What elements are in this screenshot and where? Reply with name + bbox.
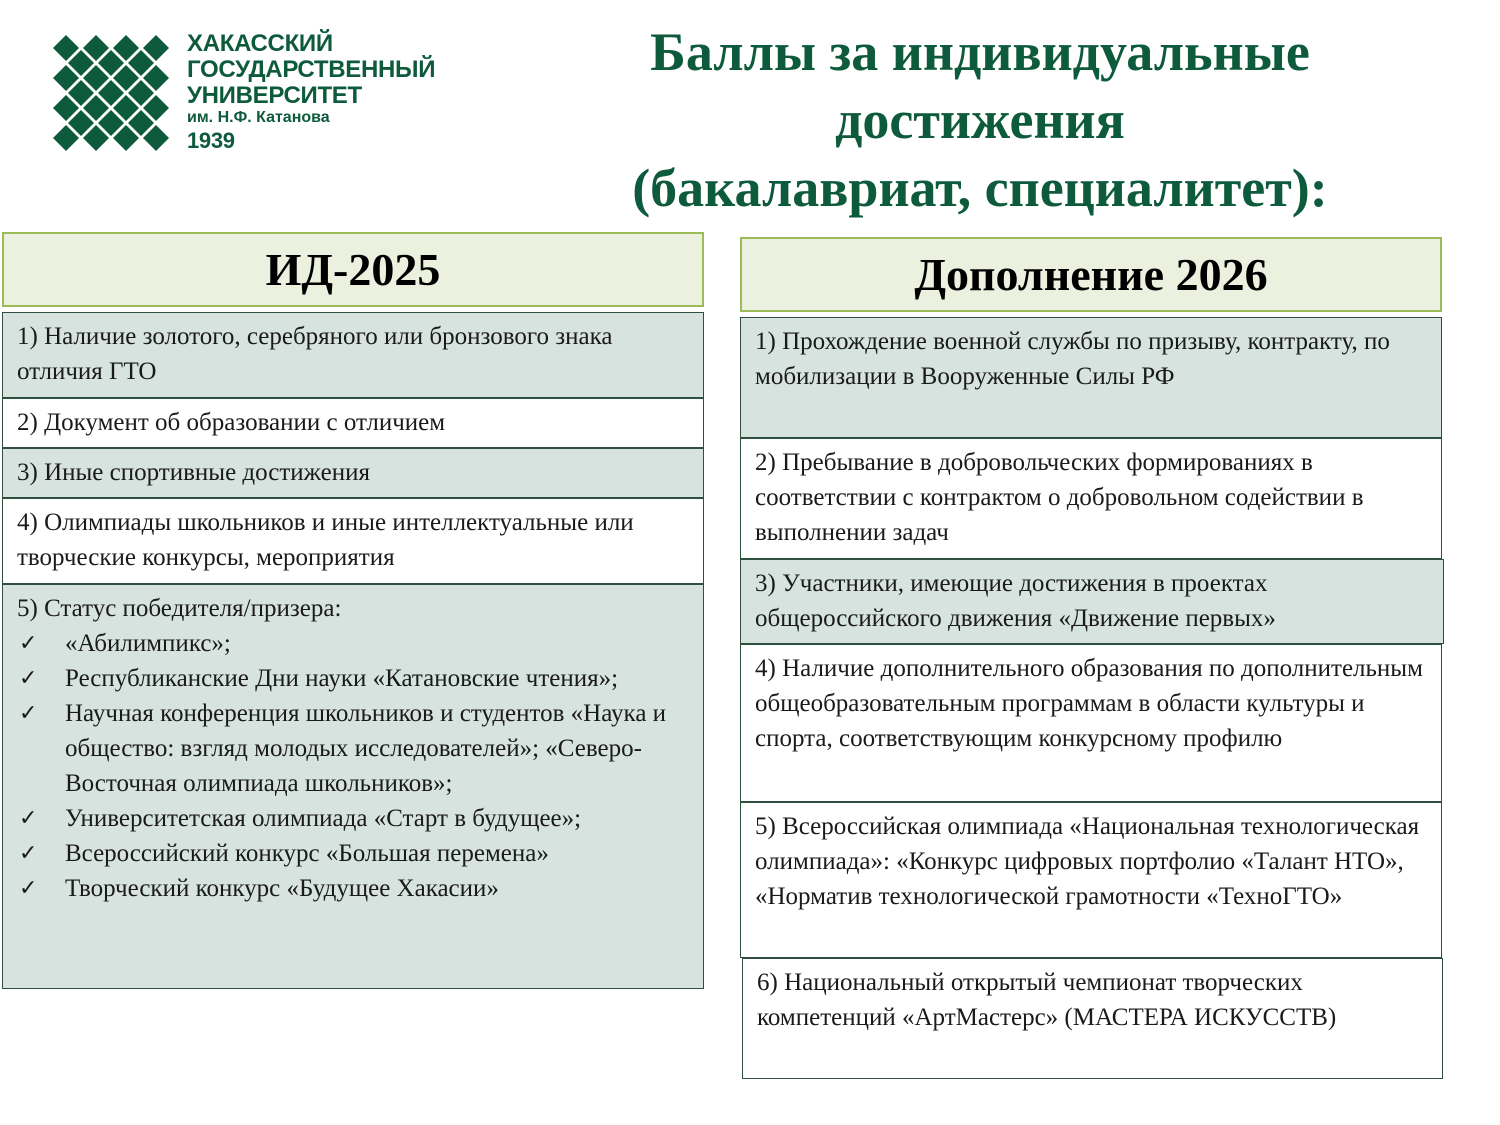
list-item-text: Всероссийский конкурс «Большая перемена» bbox=[65, 840, 549, 867]
title-line-1: Баллы за индивидуальные bbox=[650, 22, 1310, 82]
list-item-text: Университетская олимпиада «Старт в будущее»; bbox=[65, 805, 582, 832]
checkmark-icon: ✓ bbox=[19, 806, 38, 831]
list-item bbox=[17, 801, 689, 836]
list-item bbox=[17, 871, 689, 906]
checkmark-icon: ✓ bbox=[19, 701, 38, 726]
university-logo bbox=[50, 32, 470, 160]
checkmark-icon: ✓ bbox=[19, 841, 38, 866]
page-title bbox=[560, 18, 1400, 222]
right-item-4: 4) Наличие дополнительного образования по дополнительным общеобразовательным программам в области культуры и спорта, соответствующим конкурсному профилю bbox=[740, 644, 1442, 802]
list-item-text: Творческий конкурс «Будущее Хакасии» bbox=[65, 875, 499, 902]
title-line-3: (бакалавриат, специалитет): bbox=[632, 158, 1328, 218]
checkmark-icon: ✓ bbox=[19, 666, 38, 691]
left-item-4: 4) Олимпиады школьников и иные интеллектуальные или творческие конкурсы, мероприятия bbox=[2, 498, 704, 584]
logo-wordmark bbox=[187, 32, 477, 154]
logo-diamond-grid-icon bbox=[50, 32, 172, 154]
logo-year: 1939 bbox=[187, 128, 235, 153]
title-line-2: достижения bbox=[835, 90, 1125, 150]
winner-status-list bbox=[17, 626, 689, 906]
list-item-text: Научная конференция школьников и студентов «Наука и общество: взгляд молодых исследователей»; «Северо-Восточная олимпиада школьников»; bbox=[65, 700, 667, 797]
right-item-3: 3) Участники, имеющие достижения в проектах общероссийского движения «Движение первых» bbox=[740, 559, 1444, 644]
list-item-text: Республиканские Дни науки «Катановские чтения»; bbox=[65, 665, 619, 692]
logo-line-3: УНИВЕРСИТЕТ bbox=[187, 82, 362, 109]
left-item-3: 3) Иные спортивные достижения bbox=[2, 448, 704, 498]
right-item-6: 6) Национальный открытый чемпионат творческих компетенций «АртМастерс» (МАСТЕРА ИСКУССТВ) bbox=[742, 958, 1443, 1079]
checkmark-icon: ✓ bbox=[19, 876, 38, 901]
left-item-5-intro: 5) Статус победителя/призера: bbox=[17, 595, 342, 622]
left-column-header: ИД-2025 bbox=[2, 232, 704, 307]
list-item bbox=[17, 836, 689, 871]
right-item-2: 2) Пребывание в добровольческих формированиях в соответствии с контрактом о добровольном содействии в выполнении задач bbox=[740, 438, 1442, 559]
right-column-header: Дополнение 2026 bbox=[740, 237, 1442, 312]
checkmark-icon: ✓ bbox=[19, 631, 38, 656]
list-item-text: «Абилимпикс»; bbox=[65, 630, 231, 657]
logo-line-4: им. Н.Ф. Катанова bbox=[187, 109, 330, 126]
right-item-1: 1) Прохождение военной службы по призыву, контракту, по мобилизации в Вооруженные Силы РФ bbox=[740, 317, 1442, 438]
logo-line-2: ГОСУДАРСТВЕННЫЙ bbox=[187, 56, 436, 83]
left-item-2: 2) Документ об образовании с отличием bbox=[2, 398, 704, 448]
right-item-5: 5) Всероссийская олимпиада «Национальная технологическая олимпиада»: «Конкурс цифровых портфолио «Талант НТО», «Норматив технологической грамотности «ТехноГТО» bbox=[740, 802, 1442, 958]
list-item bbox=[17, 626, 689, 661]
list-item bbox=[17, 661, 689, 696]
left-item-1: 1) Наличие золотого, серебряного или бронзового знака отличия ГТО bbox=[2, 312, 704, 398]
left-item-5 bbox=[2, 584, 704, 989]
list-item bbox=[17, 696, 689, 801]
logo-line-1: ХАКАССКИЙ bbox=[187, 30, 333, 57]
